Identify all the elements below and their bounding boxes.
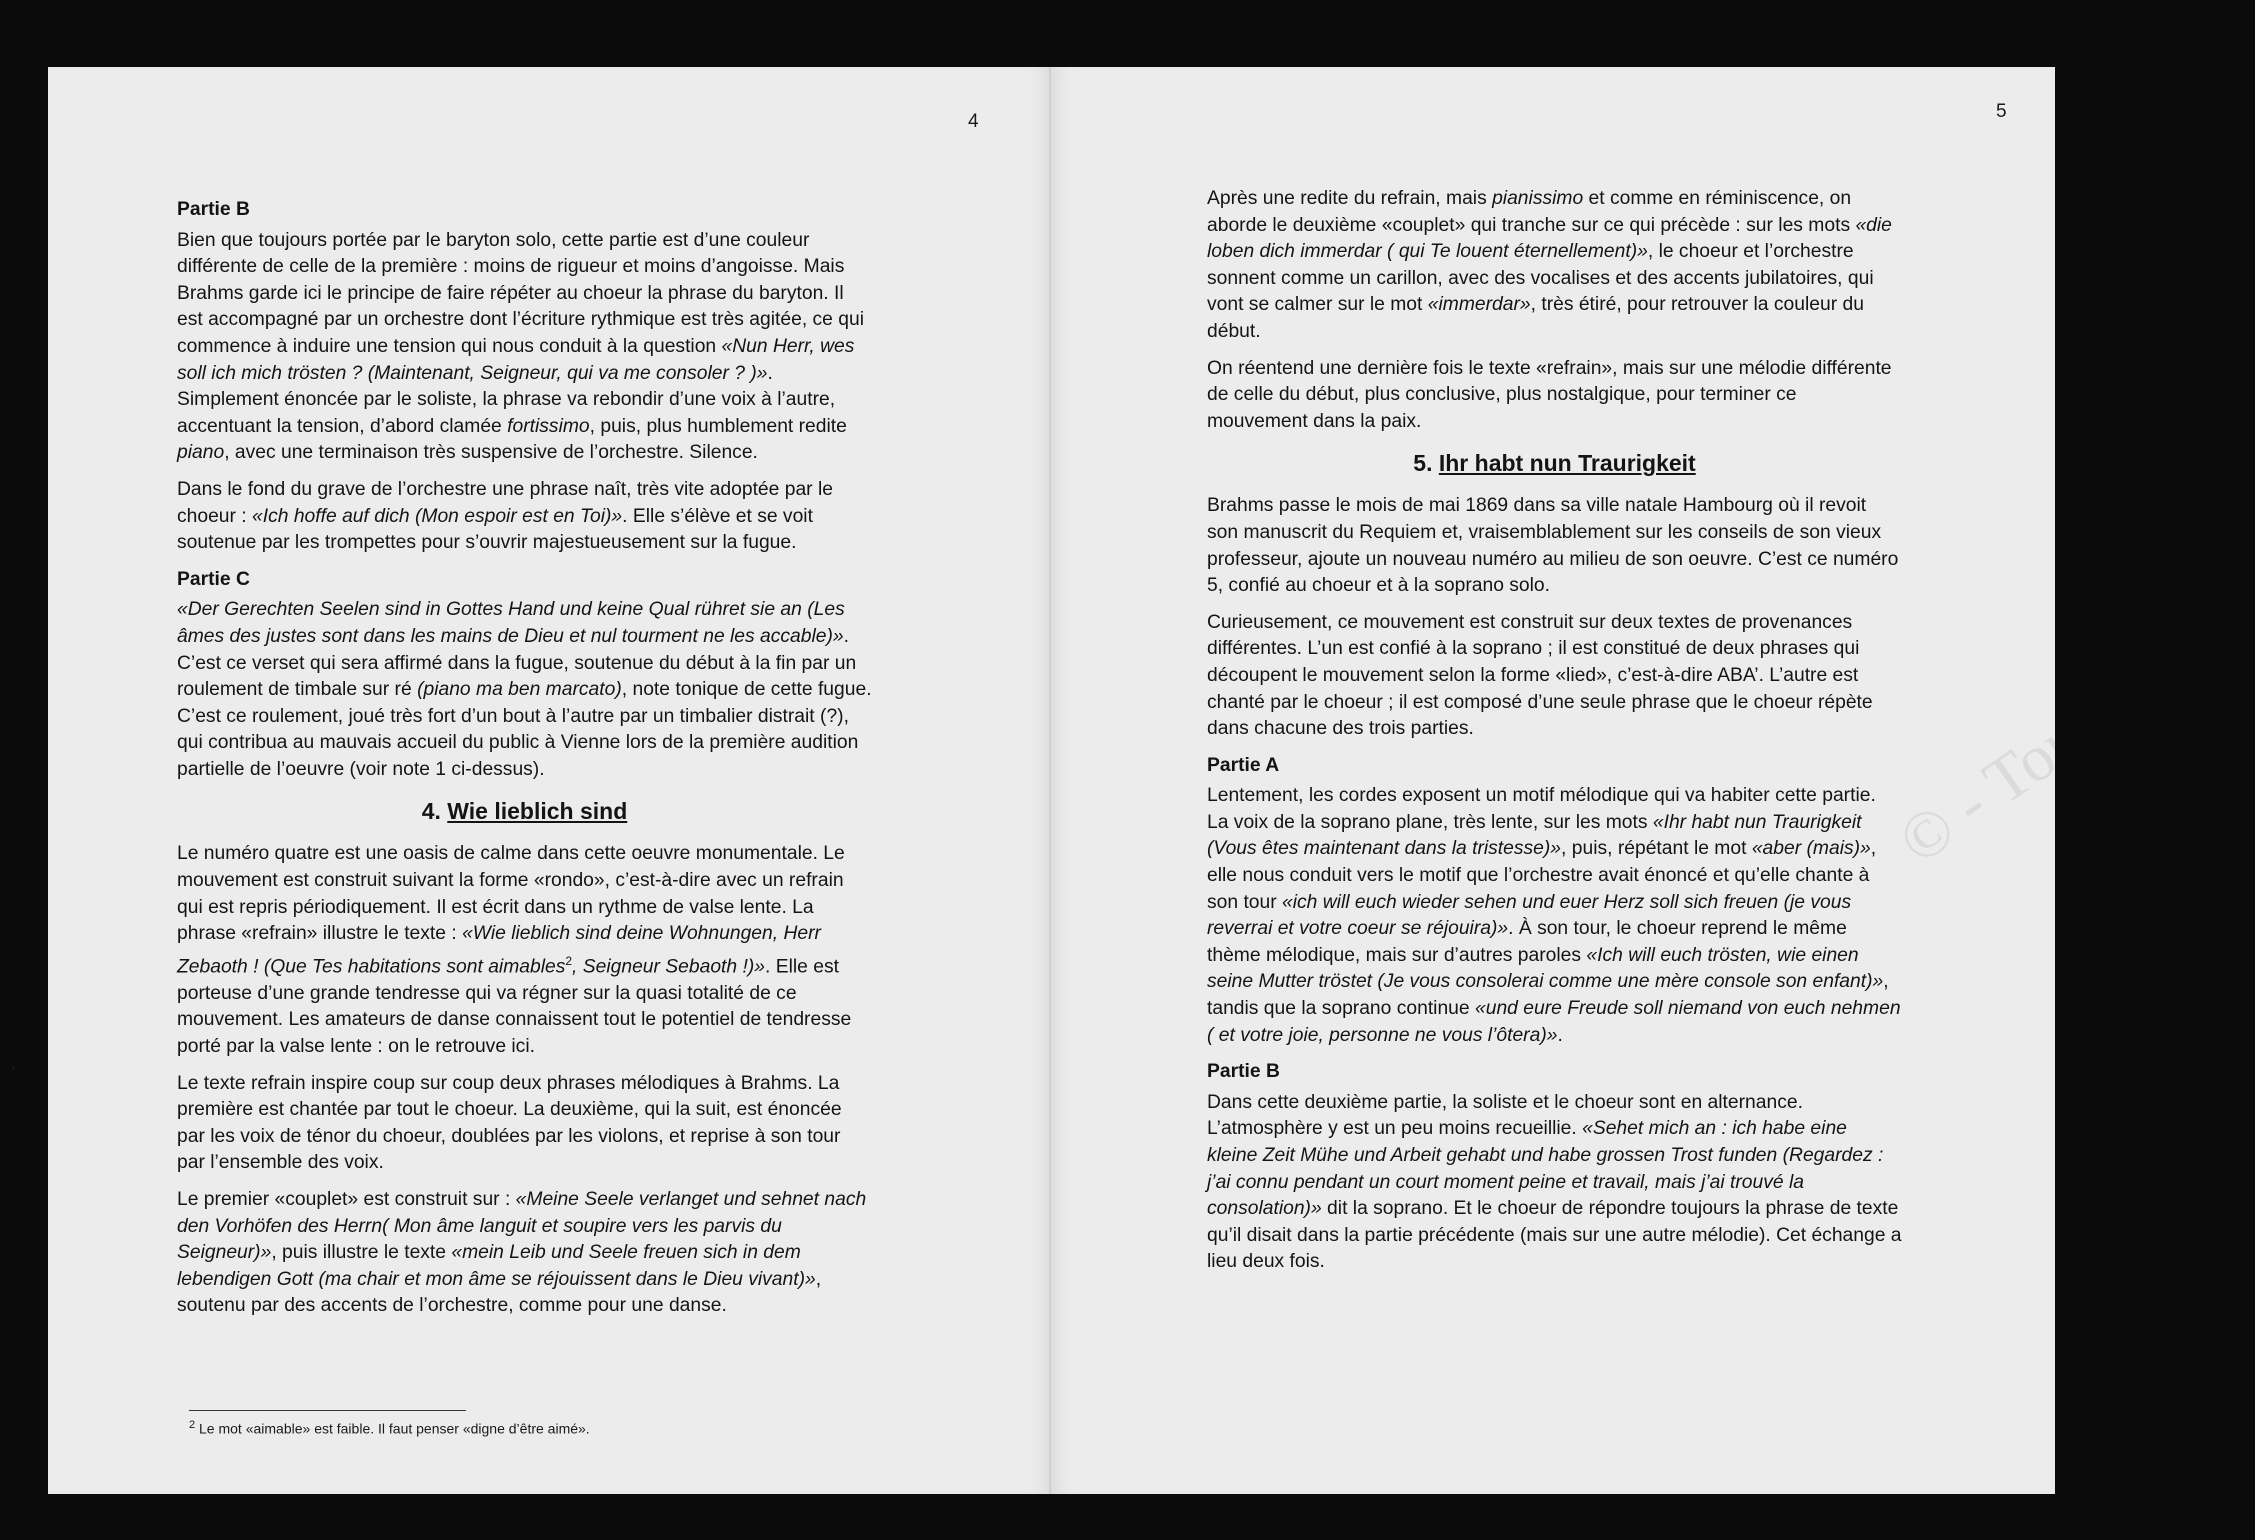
left-text-column <box>177 193 872 1330</box>
scan-mark: ˈ <box>10 1065 17 1087</box>
footnote-divider <box>189 1410 466 1411</box>
paragraph: «Der Gerechten Seelen sind in Gottes Hand und keine Qual rühret sie an (Les âmes des justes sont dans les mains de Dieu et nul tourment ne les accable)». C’est ce verset qui sera affirmé dans la fugue, soutenue du début à la fin par un roulement de timbale sur ré (piano ma ben marcato), note tonique de cette fugue. C’est ce roulement, joué très fort d’un bout à l’autre par un timbalier distrait (?), qui contribua au mauvais accueil du public à Vienne lors de la première audition partielle de l’oeuvre (voir note 1 ci-dessus). <box>177 599 872 780</box>
paragraph: Après une redite du refrain, mais pianissimo et comme en réminiscence, on aborde le deuxième «couplet» qui tranche sur ce qui précède : sur les mots «die loben dich immerdar ( qui Te louent éternellement)», le choeur et l’orchestre sonnent comme un carillon, avec des vocalises et des accents jubilatoires, qui vont se calmer sur le mot «immerdar», très étiré, pour retrouver la couleur du début. <box>1207 188 1892 342</box>
paragraph: Dans le fond du grave de l’orchestre une phrase naît, très vite adoptée par le choeur : «Ich hoffe auf dich (Mon espoir est en Toi)». Elle s’élève et se voit soutenue par les trompettes pour s’ouvrir majestueusement sur la fugue. <box>177 478 833 554</box>
paragraph: Le numéro quatre est une oasis de calme dans cette oeuvre monumentale. Le mouvement est construit suivant la forme «rondo», c’est-à-dire avec un refrain qui est repris périodiquement. Il est écrit dans un rythme de valse lente. La phrase «refrain» illustre le texte : «Wie lieblich sind deine Wohnungen, Herr Zebaoth ! (Que Tes habitations sont aimables$^2$, Seigneur Sebaoth !)». Elle est porteuse d’une grande tendresse qui va régner sur la quasi totalité de ce mouvement. Les amateurs de danse connaissent tout le potentiel de tendresse porté par la valse lente : on le retrouve ici. <box>177 843 852 1058</box>
right-page <box>1051 67 2254 1494</box>
paragraph: Bien que toujours portée par le baryton solo, cette partie est d’une couleur différente de celle de la première : moins de rigueur et moins d’angoisse. Mais Brahms garde ici le principe de faire répéter au choeur la phrase du baryton. Il est accompagné par un orchestre dont l’écriture rythmique est très agitée, ce qui commence à induire une tension qui nous conduit à la question «Nun Herr, wes soll ich mich trösten ? (Maintenant, Seigneur, qui va me consoler ? )». Simplement énoncée par le soliste, la phrase va rebondir d’une voix à l’autre, accentuant la tension, d’abord clamée fortissimo, puis, plus humblement redite piano, avec une terminaison très suspensive de l’orchestre. Silence. <box>177 229 864 464</box>
watermark: © - Tous droits <box>1885 590 2254 879</box>
paragraph: Lentement, les cordes exposent un motif mélodique qui va habiter cette partie. La voix de la soprano plane, très lente, sur les mots «Ihr habt nun Traurigkeit (Vous êtes maintenant dans la tristesse)», puis, répétant le mot «aber (mais)», elle nous conduit vers le motif que l’orchestre avait énoncé et qu’elle chante à son tour «ich will euch wieder sehen und euer Herz soll sich freuen (je vous reverrai et votre coeur se réjouira)». À son tour, le choeur reprend le même thème mélodique, mais sur d’autres paroles «Ich will euch trösten, wie einen seine Mutter tröstet (Je vous consolerai comme une mère console son enfant)», tandis que la soprano continue «und eure Freude soll niemand von euch nehmen ( et votre joie, personne ne vous l’ôtera)». <box>1207 785 1901 1046</box>
paragraph: Curieusement, ce mouvement est construit sur deux textes de provenances différentes. L’un est confié à la soprano ; il est constitué de deux phrases qui découpent le mouvement selon la forme «lied», c’est-à-dire ABA’. L’autre est chanté par le choeur ; il est composé d’une seule phrase que le choeur répète dans chacune des trois parties. <box>1207 611 1873 740</box>
heading-partie-c: Partie C <box>177 568 250 590</box>
paragraph: Dans cette deuxième partie, la soliste et le choeur sont en alternance. L’atmosphère y est un peu moins recueillie. «Sehet mich an : ich habe eine kleine Zeit Mühe und Arbeit gehabt und habe grossen Trost funden (Regardez : j’ai connu pendant un court moment peine et travail, mais j’ai trouvé la consolation)» dit la soprano. Et le choeur de répondre toujours la phrase de texte qu’il disait dans la partie précédente (mais sur une autre mélodie). Cet échange a lieu deux fois. <box>1207 1091 1902 1273</box>
paragraph: Brahms passe le mois de mai 1869 dans sa ville natale Hambourg où il revoit son manuscrit du Requiem et, vraisemblablement sur les conseils de son vieux professeur, ajoute un nouveau numéro au milieu de son oeuvre. C’est ce numéro 5, confié au choeur et à la soprano solo. <box>1207 495 1899 597</box>
paragraph: Le premier «couplet» est construit sur : «Meine Seele verlanget und sehnet nach den Vorhöfen des Herrn( Mon âme languit et soupire vers les parvis du Seigneur)», puis illustre le texte «mein Leib und Seele freuen sich in dem lebendigen Gott (ma chair et mon âme se réjouissent dans le Dieu vivant)», soutenu par des accents de l’orchestre, comme pour une danse. <box>177 1189 867 1317</box>
right-text-column <box>1207 186 1902 1286</box>
heading-partie-b: Partie B <box>177 199 250 220</box>
left-page <box>48 67 1051 1494</box>
footnote-ref: 2 <box>565 953 573 968</box>
section-heading-5: 5. Ihr habt nun Traurigkeit <box>1413 450 1696 477</box>
heading-partie-a: Partie A <box>1207 754 1280 776</box>
footnote: $^2$ Le mot «aimable» est faible. Il faut penser «digne d’être aimé». <box>189 1419 590 1437</box>
section-heading-4: 4. Wie lieblich sind <box>421 798 628 825</box>
heading-partie-b: Partie B <box>1207 1061 1280 1083</box>
page-number: 5 <box>1996 101 2007 122</box>
paragraph: On réentend une dernière fois le texte «refrain», mais sur une mélodie différente de celle du début, plus conclusive, plus nostalgique, pour terminer ce mouvement dans la paix. <box>1207 357 1892 432</box>
paragraph: Le texte refrain inspire coup sur coup deux phrases mélodiques à Brahms. La première est chantée par tout le choeur. La deuxième, qui la suit, est énoncée par les voix de ténor du choeur, doublées par les violons, et reprise à son tour par l’ensemble des voix. <box>177 1072 842 1174</box>
page-number: 4 <box>968 111 979 132</box>
